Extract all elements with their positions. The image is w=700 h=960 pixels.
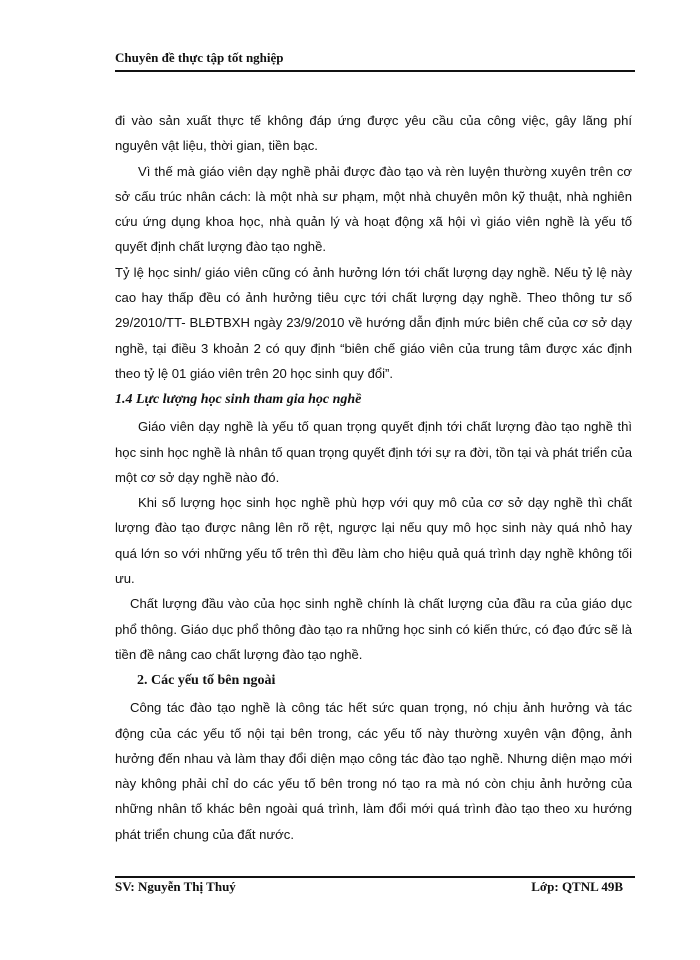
document-body <box>115 108 632 847</box>
paragraph-3: Tỷ lệ học sinh/ giáo viên cũng có ảnh hưởng lớn tới chất lượng dạy nghề. Nếu tỷ lệ này cao hay thấp đều có ảnh hưởng tiêu cực tới chất lượng dạy nghề. Theo thông tư số 29/2010/TT- BLĐTBXH ngày 23/9/2010 về hướng dẫn định mức biên chế của cơ sở dạy nghề, tại điều 3 khoản 2 có quy định “biên chế giáo viên của trung tâm được xác định theo tỷ lệ 01 giáo viên trên 20 học sinh quy đổi”. <box>115 264 632 381</box>
header-rule <box>115 70 635 72</box>
footer-student: SV: Nguyễn Thị Thuý <box>115 879 236 894</box>
paragraph-4: Giáo viên dạy nghề là yếu tố quan trọng quyết định tới chất lượng đào tạo nghề thì học sinh học nghề là nhân tố quan trọng quyết định tới sự ra đời, tồn tại và phát triển của một cơ sở dạy nghề nào đó. <box>115 419 632 485</box>
heading-2: 2. Các yếu tố bên ngoài <box>137 673 276 689</box>
paragraph-7: Công tác đào tạo nghề là công tác hết sức quan trọng, nó chịu ảnh hưởng và tác động của các yếu tố nội tại bên trong, các yếu tố này thường xuyên vận động, ảnh hưởng đến nhau và làm thay đổi diện mạo công tác đào tạo nghề. Nhưng diện mạo mới này không phải chỉ do các yếu tố bên trong nó tạo ra mà nó còn chịu ảnh hưởng của những nhân tố khác bên ngoài quá trình, làm đổi mới quá trình đào tạo theo xu hướng phát triển chung của đất nước. <box>115 700 632 842</box>
page-header <box>115 50 635 70</box>
paragraph-6: Chất lượng đầu vào của học sinh nghề chính là chất lượng của đầu ra của giáo dục phổ thông. Giáo dục phổ thông đào tạo ra những học sinh có kiến thức, có đạo đức sẽ là tiền đề nâng cao chất lượng đào tạo nghề. <box>115 596 632 662</box>
paragraph-1: đi vào sản xuất thực tế không đáp ứng được yêu cầu của công việc, gây lãng phí nguyên vật liệu, thời gian, tiền bạc. <box>115 113 632 154</box>
footer-rule <box>115 876 635 878</box>
heading-1-4: 1.4 Lực lượng học sinh tham gia học nghề <box>115 392 362 408</box>
header-title: Chuyên đề thực tập tốt nghiệp <box>115 50 284 65</box>
page-footer <box>115 879 635 899</box>
paragraph-2: Vì thế mà giáo viên dạy nghề phải được đào tạo và rèn luyện thường xuyên trên cơ sở cấu trúc nhân cách: là một nhà sư phạm, một nhà chuyên môn kỹ thuật, nhà nghiên cứu ứng dụng khoa học, nhà quản lý và hoạt động xã hội vì giáo viên nghề là yếu tố quyết định chất lượng đào tạo nghề. <box>115 163 632 255</box>
footer-class: Lớp: QTNL 49B <box>531 879 623 894</box>
paragraph-5: Khi số lượng học sinh học nghề phù hợp với quy mô của cơ sở dạy nghề thì chất lượng đào tạo được nâng lên rõ rệt, ngược lại nếu quy mô học sinh này quá nhỏ hay quá lớn so với những yếu tố trên thì đều làm cho hiệu quả quá trình dạy nghề không tối ưu. <box>115 495 632 587</box>
